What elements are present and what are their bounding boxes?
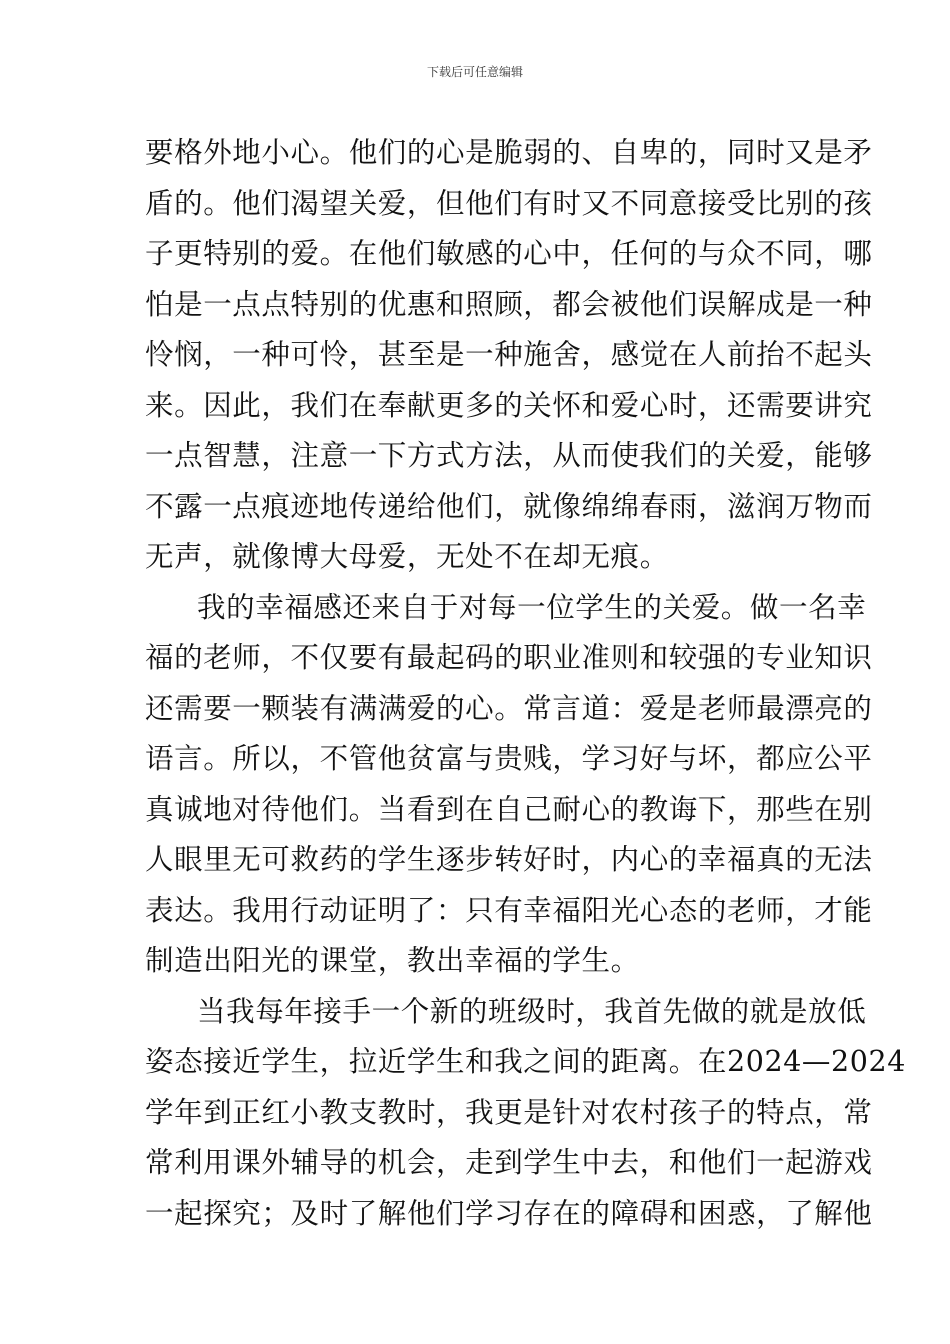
text-line: 语言。所以，不管他贫富与贵贱，学习好与坏，都应公平 xyxy=(145,742,873,775)
text-line: 表达。我用行动证明了：只有幸福阳光心态的老师，才能 xyxy=(145,893,873,927)
text-line: 姿态接近学生，拉近学生和我之间的距离。在2024—2024 xyxy=(145,1045,906,1078)
document-body xyxy=(145,128,906,1239)
paragraph-start-line: 我的幸福感还来自于对每一位学生的关爱。做一名幸 xyxy=(197,590,867,624)
text-line: 一点智慧，注意一下方式方法，从而使我们的关爱，能够 xyxy=(145,439,873,472)
text-line: 学年到正红小教支教时，我更是针对农村孩子的特点，常 xyxy=(145,1095,873,1129)
text-line: 无声，就像博大母爱，无处不在却无痕。 xyxy=(145,540,669,573)
text-line: 盾的。他们渴望关爱，但他们有时又不同意接受比别的孩 xyxy=(145,186,873,220)
text-line: 不露一点痕迹地传递给他们，就像绵绵春雨，滋润万物而 xyxy=(145,489,873,523)
text-line: 子更特别的爱。在他们敏感的心中，任何的与众不同，哪 xyxy=(145,237,873,270)
text-line: 一起探究；及时了解他们学习存在的障碍和困惑，了解他 xyxy=(145,1196,873,1230)
text-line: 怜悯，一种可怜，甚至是一种施舍，感觉在人前抬不起头 xyxy=(145,338,873,371)
text-line: 真诚地对待他们。当看到在自己耐心的教诲下，那些在别 xyxy=(145,792,873,826)
text-line: 还需要一颗装有满满爱的心。常言道：爱是老师最漂亮的 xyxy=(145,691,873,725)
page-header-note: 下载后可任意编辑 xyxy=(426,65,523,79)
text-line: 福的老师，不仅要有最起码的职业准则和较强的专业知识 xyxy=(145,641,873,674)
text-line: 怕是一点点特别的优惠和照顾，都会被他们误解成是一种 xyxy=(145,287,873,321)
text-line: 要格外地小心。他们的心是脆弱的、自卑的，同时又是矛 xyxy=(145,136,873,169)
text-line: 人眼里无可救药的学生逐步转好时，内心的幸福真的无法 xyxy=(145,843,873,876)
text-line: 来。因此，我们在奉献更多的关怀和爱心时，还需要讲究 xyxy=(145,388,873,422)
text-line: 制造出阳光的课堂，教出幸福的学生。 xyxy=(145,944,640,977)
text-line: 常利用课外辅导的机会，走到学生中去，和他们一起游戏 xyxy=(145,1146,873,1179)
paragraph-start-line: 当我每年接手一个新的班级时，我首先做的就是放低 xyxy=(197,994,867,1028)
